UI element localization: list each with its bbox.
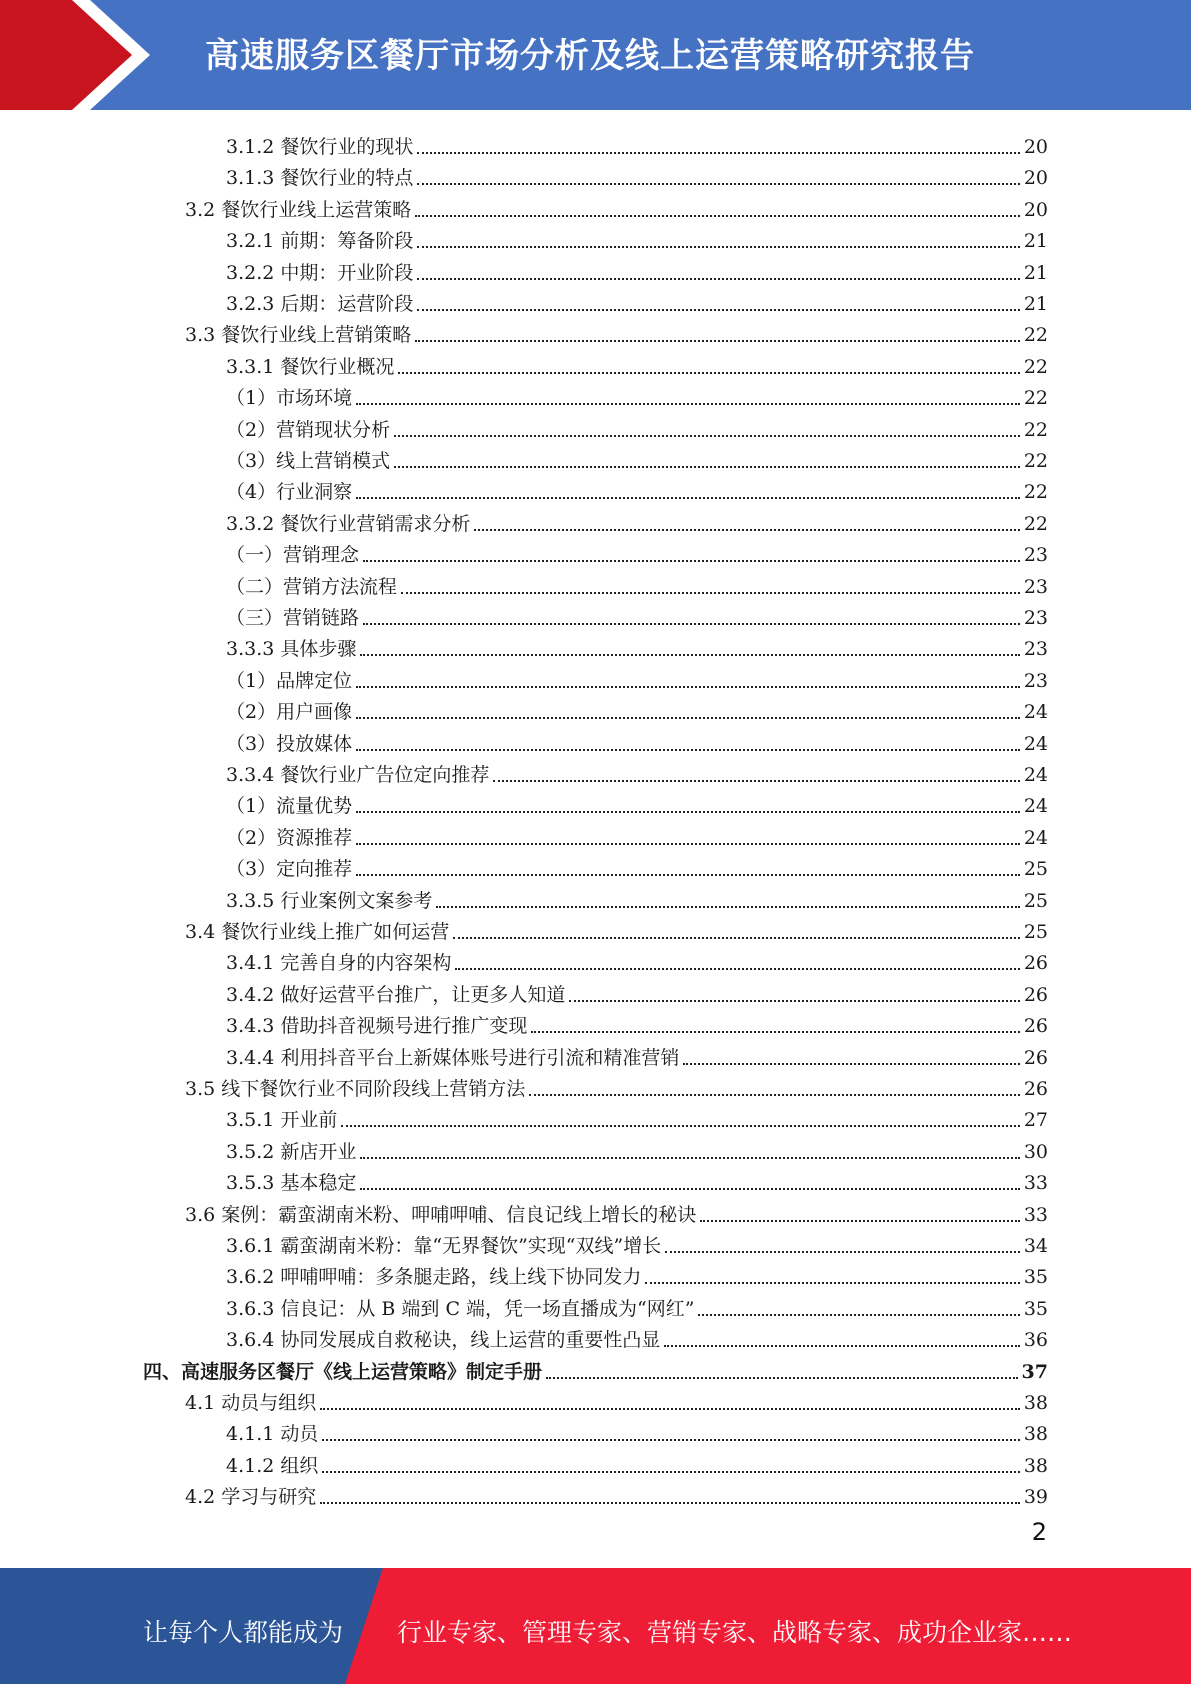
toc-entry-page: 38 bbox=[1023, 1454, 1048, 1477]
toc-entry[interactable] bbox=[226, 819, 1048, 850]
toc-dot-leader bbox=[363, 623, 1020, 625]
toc-entry-page: 26 bbox=[1023, 1078, 1048, 1100]
toc-entry-label: 3.2.1 前期：筹备阶段 bbox=[226, 230, 414, 253]
toc-entry[interactable] bbox=[185, 1196, 1048, 1227]
toc-entry[interactable] bbox=[226, 1321, 1048, 1352]
toc-dot-leader bbox=[415, 340, 1020, 342]
toc-entry-page: 25 bbox=[1023, 921, 1048, 943]
toc-entry[interactable] bbox=[185, 1478, 1048, 1509]
toc-entry-label: 4.1 动员与组织 bbox=[185, 1392, 317, 1414]
toc-entry-page: 35 bbox=[1023, 1266, 1048, 1289]
toc-dot-leader bbox=[529, 1094, 1020, 1096]
toc-dot-leader bbox=[453, 937, 1020, 939]
toc-entry-page: 23 bbox=[1023, 607, 1048, 629]
toc-entry[interactable] bbox=[226, 411, 1048, 442]
toc-entry-label: （二）营销方法流程 bbox=[226, 575, 398, 598]
toc-entry[interactable] bbox=[226, 285, 1048, 316]
toc-entry-label: 3.5.3 基本稳定 bbox=[226, 1172, 357, 1195]
toc-dot-leader bbox=[401, 592, 1020, 594]
toc-dot-leader bbox=[356, 717, 1020, 719]
toc-entry[interactable] bbox=[226, 1227, 1048, 1258]
toc-entry-page: 21 bbox=[1023, 293, 1048, 315]
toc-entry-label: 3.5 线下餐饮行业不同阶段线上营销方法 bbox=[185, 1078, 526, 1100]
toc-entry[interactable] bbox=[226, 1039, 1048, 1070]
toc-entry-label: 3.3.2 餐饮行业营销需求分析 bbox=[226, 512, 471, 535]
toc-dot-leader bbox=[360, 1157, 1019, 1159]
toc-dot-leader bbox=[417, 278, 1019, 280]
toc-dot-leader bbox=[320, 1502, 1020, 1504]
toc-dot-leader bbox=[436, 906, 1019, 908]
toc-entry-page: 23 bbox=[1023, 669, 1048, 692]
toc-entry-page: 39 bbox=[1023, 1486, 1048, 1509]
toc-dot-leader bbox=[356, 403, 1020, 405]
toc-entry-label: 3.5.1 开业前 bbox=[226, 1109, 338, 1132]
toc-dot-leader bbox=[394, 466, 1020, 468]
toc-entry[interactable] bbox=[226, 976, 1048, 1007]
toc-entry[interactable] bbox=[226, 568, 1048, 599]
toc-entry-label: 3.3.3 具体步骤 bbox=[226, 638, 357, 661]
toc-dot-leader bbox=[474, 529, 1019, 531]
toc-entry-page: 34 bbox=[1023, 1235, 1048, 1257]
toc-dot-leader bbox=[569, 1000, 1019, 1002]
toc-entry[interactable] bbox=[226, 662, 1048, 693]
toc-entry-page: 35 bbox=[1023, 1297, 1048, 1320]
toc-entry[interactable] bbox=[226, 756, 1048, 787]
toc-entry-label: （2）营销现状分析 bbox=[226, 418, 391, 441]
toc-dot-leader bbox=[360, 654, 1019, 656]
toc-entry-label: 3.3.5 行业案例文案参考 bbox=[226, 889, 433, 912]
toc-entry-label: 3.4.2 做好运营平台推广，让更多人知道 bbox=[226, 983, 566, 1006]
toc-entry-page: 22 bbox=[1023, 387, 1048, 410]
toc-entry[interactable] bbox=[226, 850, 1048, 881]
toc-entry-page: 22 bbox=[1023, 418, 1048, 441]
toc-entry[interactable] bbox=[226, 630, 1048, 661]
toc-entry-page: 37 bbox=[1021, 1360, 1048, 1383]
report-title: 高速服务区餐厅市场分析及线上运营策略研究报告 bbox=[205, 36, 975, 76]
toc-entry-label: 3.2 餐饮行业线上运营策略 bbox=[185, 198, 412, 221]
toc-entry-page: 21 bbox=[1023, 230, 1048, 253]
toc-dot-leader bbox=[417, 309, 1019, 311]
toc-entry-page: 20 bbox=[1023, 167, 1048, 190]
toc-dot-leader bbox=[665, 1251, 1020, 1253]
toc-entry-label: （3）定向推荐 bbox=[226, 858, 353, 881]
toc-entry-page: 38 bbox=[1023, 1392, 1048, 1414]
toc-entry[interactable] bbox=[226, 944, 1048, 975]
toc-entry[interactable] bbox=[226, 1415, 1048, 1446]
toc-entry-label: （三）营销链路 bbox=[226, 607, 360, 629]
toc-entry-page: 21 bbox=[1023, 261, 1048, 284]
toc-entry[interactable] bbox=[226, 599, 1048, 630]
toc-entry[interactable] bbox=[226, 442, 1048, 473]
toc-entry[interactable] bbox=[226, 882, 1048, 913]
toc-entry-label: 3.4.1 完善自身的内容架构 bbox=[226, 952, 452, 975]
toc-dot-leader bbox=[493, 780, 1019, 782]
toc-entry-page: 33 bbox=[1023, 1172, 1048, 1195]
toc-entry-label: （4）行业洞察 bbox=[226, 481, 353, 504]
toc-entry-label: （2）资源推荐 bbox=[226, 826, 353, 849]
toc-dot-leader bbox=[356, 686, 1020, 688]
toc-entry-page: 26 bbox=[1023, 952, 1048, 975]
page-footer bbox=[0, 1568, 1191, 1684]
toc-dot-leader bbox=[683, 1063, 1019, 1065]
toc-entry-label: （1）流量优势 bbox=[226, 795, 353, 818]
toc-entry[interactable] bbox=[226, 1164, 1048, 1195]
footer-slogan-left: 让每个人都能成为 bbox=[143, 1618, 344, 1647]
toc-entry-label: 3.6.2 呷哺呷哺：多条腿走路，线上线下协同发力 bbox=[226, 1266, 642, 1289]
toc-entry[interactable] bbox=[185, 191, 1048, 222]
toc-entry-page: 24 bbox=[1023, 795, 1048, 818]
toc-dot-leader bbox=[531, 1031, 1019, 1033]
toc-entry[interactable] bbox=[226, 1101, 1048, 1132]
toc-dot-leader bbox=[415, 215, 1020, 217]
toc-entry[interactable] bbox=[226, 473, 1048, 504]
toc-dot-leader bbox=[341, 1125, 1019, 1127]
toc-entry-label: 3.3.4 餐饮行业广告位定向推荐 bbox=[226, 764, 490, 786]
toc-entry-label: 3.6.1 霸蛮湖南米粉：靠“无界餐饮”实现“双线”增长 bbox=[226, 1235, 662, 1257]
toc-entry-page: 25 bbox=[1023, 858, 1048, 881]
toc-dot-leader bbox=[356, 843, 1020, 845]
toc-dot-leader bbox=[322, 1439, 1019, 1441]
toc-entry-label: 3.6.3 信良记：从 B 端到 C 端，凭一场直播成为“网红” bbox=[226, 1297, 695, 1320]
footer-slogan-right: 行业专家、管理专家、营销专家、战略专家、成功企业家…… bbox=[397, 1618, 1073, 1647]
toc-entry-page: 24 bbox=[1023, 732, 1048, 755]
toc-entry-label: 3.4.3 借助抖音视频号进行推广变现 bbox=[226, 1015, 528, 1038]
toc-entry-label: 3.6.4 协同发展成自救秘诀，线上运营的重要性凸显 bbox=[226, 1329, 661, 1352]
toc-entry-label: 3.2.3 后期：运营阶段 bbox=[226, 293, 414, 315]
toc-entry-page: 22 bbox=[1023, 512, 1048, 535]
toc-dot-leader bbox=[356, 497, 1020, 499]
toc-entry[interactable] bbox=[226, 693, 1048, 724]
toc-entry[interactable] bbox=[226, 1447, 1048, 1478]
toc-entry-page: 38 bbox=[1023, 1423, 1048, 1446]
toc-entry-page: 26 bbox=[1023, 983, 1048, 1006]
toc-dot-leader bbox=[356, 749, 1020, 751]
toc-entry[interactable] bbox=[226, 725, 1048, 756]
toc-entry-page: 30 bbox=[1023, 1140, 1048, 1163]
toc-entry-page: 20 bbox=[1023, 198, 1048, 221]
toc-entry-label: （1）品牌定位 bbox=[226, 669, 353, 692]
toc-entry[interactable] bbox=[226, 1133, 1048, 1164]
toc-entry-label: 3.1.2 餐饮行业的现状 bbox=[226, 136, 414, 158]
toc-entry-label: 3.4 餐饮行业线上推广如何运营 bbox=[185, 921, 450, 943]
toc-entry-page: 24 bbox=[1023, 764, 1048, 786]
toc-entry-page: 25 bbox=[1023, 889, 1048, 912]
toc-entry[interactable] bbox=[226, 787, 1048, 818]
toc-entry-page: 23 bbox=[1023, 544, 1048, 567]
toc-entry-label: （一）营销理念 bbox=[226, 544, 360, 567]
toc-entry[interactable] bbox=[226, 536, 1048, 567]
toc-entry-label: 3.6 案例：霸蛮湖南米粉、呷哺呷哺、信良记线上增长的秘诀 bbox=[185, 1203, 697, 1226]
toc-dot-leader bbox=[322, 1471, 1019, 1473]
toc-entry[interactable] bbox=[226, 505, 1048, 536]
toc-entry-label: 3.2.2 中期：开业阶段 bbox=[226, 261, 414, 284]
toc-entry-label: 4.2 学习与研究 bbox=[185, 1486, 317, 1509]
toc-entry-page: 36 bbox=[1023, 1329, 1048, 1352]
toc-dot-leader bbox=[394, 435, 1020, 437]
toc-entry-page: 26 bbox=[1023, 1015, 1048, 1038]
toc-entry-page: 33 bbox=[1023, 1203, 1048, 1226]
toc-entry-label: （2）用户画像 bbox=[226, 701, 353, 724]
toc-entry-page: 22 bbox=[1023, 481, 1048, 504]
toc-dot-leader bbox=[356, 811, 1020, 813]
toc-entry[interactable] bbox=[143, 1353, 1048, 1384]
toc-dot-leader bbox=[417, 246, 1019, 248]
toc-dot-leader bbox=[320, 1408, 1020, 1410]
toc-entry[interactable] bbox=[185, 913, 1048, 944]
toc-entry[interactable] bbox=[226, 128, 1048, 159]
toc-entry[interactable] bbox=[185, 316, 1048, 347]
toc-entry-label: 3.4.4 利用抖音平台上新媒体账号进行引流和精准营销 bbox=[226, 1046, 680, 1069]
toc-entry[interactable] bbox=[226, 254, 1048, 285]
toc-dot-leader bbox=[417, 183, 1019, 185]
toc-dot-leader bbox=[700, 1220, 1020, 1222]
toc-entry-label: 4.1.1 动员 bbox=[226, 1423, 319, 1446]
toc-dot-leader bbox=[356, 874, 1020, 876]
toc-entry-label: 4.1.2 组织 bbox=[226, 1454, 319, 1477]
toc-entry[interactable] bbox=[185, 1384, 1048, 1415]
toc-entry-label: （1）市场环境 bbox=[226, 387, 353, 410]
toc-entry-page: 20 bbox=[1023, 136, 1048, 158]
toc-dot-leader bbox=[645, 1282, 1019, 1284]
toc-entry-page: 22 bbox=[1023, 355, 1048, 378]
toc-entry-page: 24 bbox=[1023, 826, 1048, 849]
toc-entry[interactable] bbox=[226, 1290, 1048, 1321]
toc-entry-label: （3）线上营销模式 bbox=[226, 450, 391, 472]
toc-dot-leader bbox=[417, 152, 1019, 154]
toc-entry-page: 23 bbox=[1023, 638, 1048, 661]
toc-entry-page: 22 bbox=[1023, 450, 1048, 472]
header-red-chevron bbox=[0, 0, 160, 110]
toc-entry[interactable] bbox=[226, 379, 1048, 410]
page-header bbox=[0, 0, 1191, 110]
toc-entry[interactable] bbox=[226, 348, 1048, 379]
toc-entry[interactable] bbox=[226, 159, 1048, 190]
toc-entry-label: 3.1.3 餐饮行业的特点 bbox=[226, 167, 414, 190]
toc-dot-leader bbox=[698, 1314, 1019, 1316]
toc-entry-label: 3.3.1 餐饮行业概况 bbox=[226, 355, 395, 378]
toc-entry-page: 23 bbox=[1023, 575, 1048, 598]
toc-entry-label: 3.5.2 新店开业 bbox=[226, 1140, 357, 1163]
toc-dot-leader bbox=[664, 1345, 1019, 1347]
toc-entry[interactable] bbox=[226, 222, 1048, 253]
toc-entry-page: 27 bbox=[1023, 1109, 1048, 1132]
toc-entry[interactable] bbox=[226, 1007, 1048, 1038]
toc-dot-leader bbox=[360, 1188, 1019, 1190]
page-number: 2 bbox=[1031, 1518, 1047, 1546]
toc-dot-leader bbox=[455, 968, 1019, 970]
toc-entry[interactable] bbox=[226, 1258, 1048, 1289]
toc-entry-page: 22 bbox=[1023, 324, 1048, 347]
toc-entry-label: 四、高速服务区餐厅《线上运营策略》制定手册 bbox=[143, 1360, 543, 1383]
toc-dot-leader bbox=[546, 1377, 1018, 1379]
toc-entry-page: 26 bbox=[1023, 1046, 1048, 1069]
toc-entry[interactable] bbox=[185, 1070, 1048, 1101]
toc-entry-page: 24 bbox=[1023, 701, 1048, 724]
toc-dot-leader bbox=[398, 372, 1019, 374]
toc-entry-label: （3）投放媒体 bbox=[226, 732, 353, 755]
toc-dot-leader bbox=[363, 560, 1020, 562]
toc-entry-label: 3.3 餐饮行业线上营销策略 bbox=[185, 324, 412, 347]
